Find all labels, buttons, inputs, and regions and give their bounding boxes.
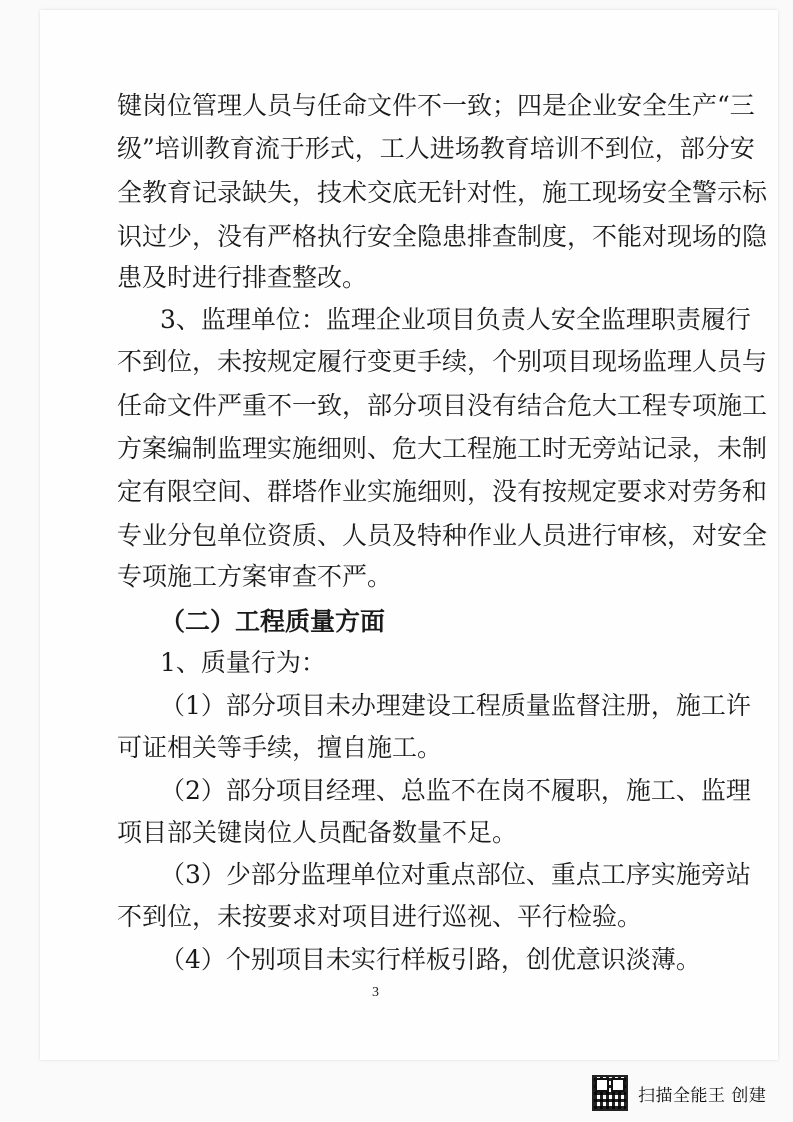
scanner-watermark [592,1075,766,1111]
subsection-heading: 1、质量行为： [160,648,326,677]
text-line: 定有限空间、群塔作业实施细则，没有按规定要求对劳务和 [117,477,768,506]
section-heading-quality: （二）工程质量方面 [160,607,386,636]
text-line: 可证相关等手续，擅自施工。 [117,733,443,762]
text-line: 项目部关键岗位人员配备数量不足。 [117,818,518,847]
text-line: 专业分包单位资质、人员及特种作业人员进行审核，对安全 [117,521,768,550]
qr-code-icon [592,1075,628,1111]
text-line: 级”培训教育流于形式，工人进场教育培训不到位，部分安 [117,134,755,163]
text-line: 任命文件严重不一致，部分项目没有结合危大工程专项施工 [117,391,768,420]
text-line: 患及时进行排查整改。 [117,263,368,292]
text-line: 识过少，没有严格执行安全隐患排查制度，不能对现场的隐 [117,222,768,251]
text-line: 键岗位管理人员与任命文件不一致；四是企业安全生产“三 [117,91,755,120]
text-line: 不到位，未按规定履行变更手续，个别项目现场监理人员与 [117,347,768,376]
section-heading-supervision: 3、监理单位：监理企业项目负责人安全监理职责履行 [160,305,751,334]
brand-text: 扫描全能王 创建 [638,1085,767,1106]
text-line: 全教育记录缺失，技术交底无针对性，施工现场安全警示标 [117,178,768,207]
text-line: （2）部分项目经理、总监不在岗不履职，施工、监理 [160,776,751,805]
text-line: 专项施工方案审查不严。 [117,562,393,591]
text-line: （3）少部分监理单位对重点部位、重点工序实施旁站 [160,860,751,889]
text-line: （4）个别项目未实行样板引路，创优意识淡薄。 [160,945,701,974]
text-line: （1）部分项目未办理建设工程质量监督注册，施工许 [160,691,751,720]
page-number: 3 [372,985,379,1000]
text-line: 不到位，未按要求对项目进行巡视、平行检验。 [117,902,643,931]
text-line: 方案编制监理实施细则、危大工程施工时无旁站记录，未制 [117,434,768,463]
